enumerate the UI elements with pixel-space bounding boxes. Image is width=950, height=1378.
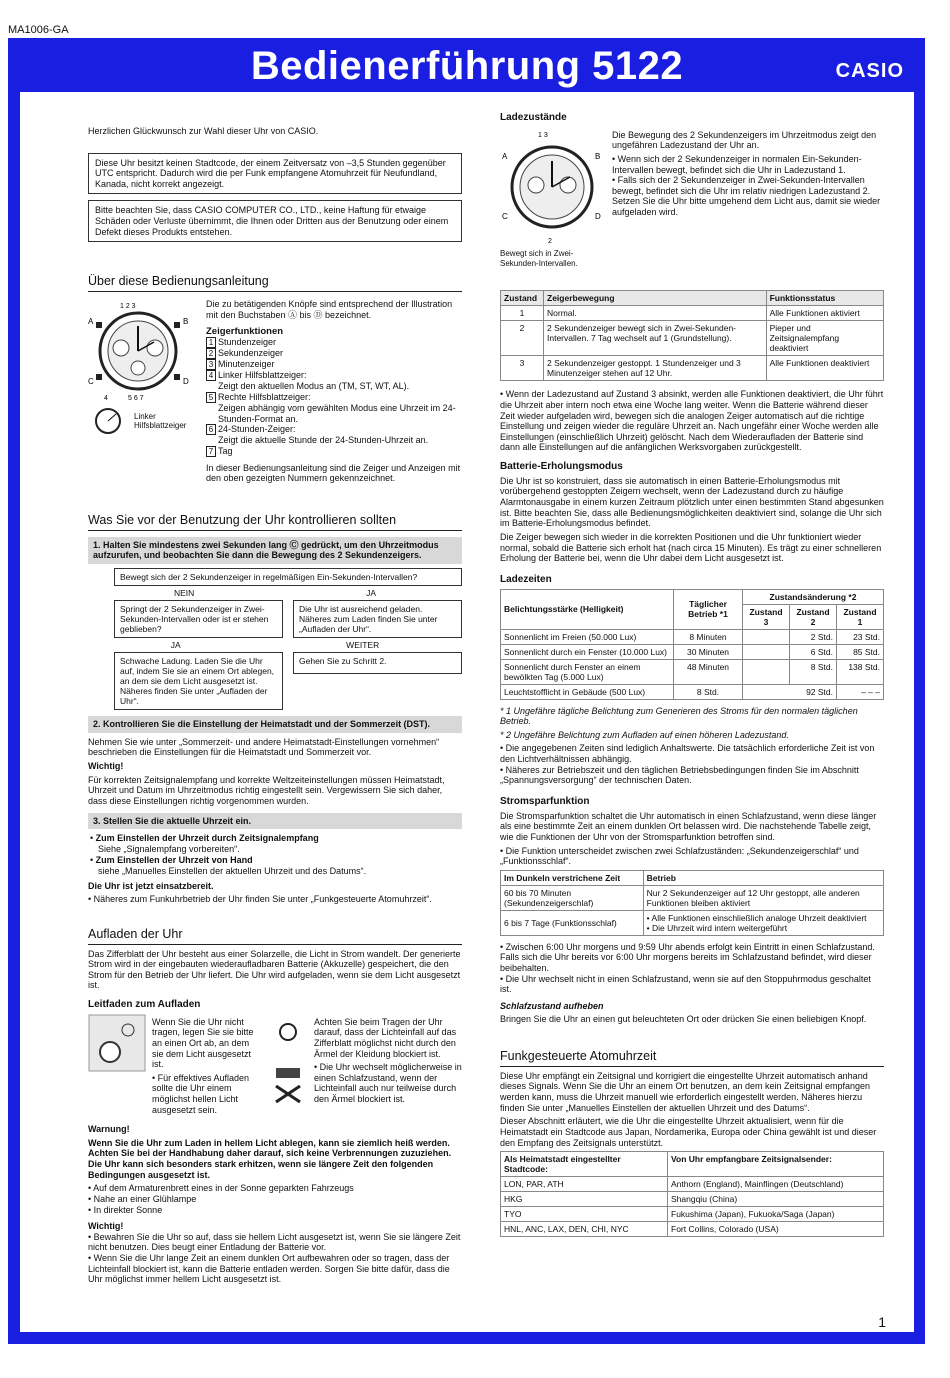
guide-2: Achten Sie beim Tragen der Uhr darauf, dass der Lichteinfall auf das Zifferblatt möglichst nicht durch den Ärmel der Kleidung blockiert ist. • Die Uhr wechselt möglicherweise in einen Schlafzustand, wenn der Lichteinfall auch nur teilweise durch den Ärmel blockiert ist. — [314, 1016, 462, 1105]
levels-caption: Bewegt sich in Zwei-Sekunden-Intervallen. — [500, 249, 578, 268]
svg-text:B: B — [595, 151, 601, 161]
table-header: Zustand Zeigerbewegung Funktionsstatus — [501, 291, 884, 306]
flow-question-2: Springt der 2 Sekundenzeiger in Zwei-Sekunden-Intervallen oder ist er stehen geblieben? — [114, 600, 283, 638]
warning-text: Wenn Sie die Uhr zum Laden in hellem Licht ablegen, kann sie ziemlich heiß werden. Achten Sie bei der Handhabung daher darauf, sich keine Verbrennungen zuzuziehen. Die Uhr kann sich besonders stark erhitzen, wenn sie längere Zeit den folgenden Bedingungen ausgesetzt ist. — [88, 1137, 452, 1180]
list-item: • Falls sich der 2 Sekundenzeiger in Zwei-Sekunden-Intervallen bewegt, befindet sich die Uhr im relativ niedrigen Ladezustand 2. Setzen Sie die Uhr bitte umgehend dem Licht aus, damit sie wieder aufgeladen wird. — [612, 175, 881, 218]
svg-text:A: A — [502, 151, 508, 161]
hands-text — [206, 296, 462, 487]
list-item: • Zum Einstellen der Uhrzeit durch Zeitsignalempfang Siehe „Signalempfang vorbereiten“. — [90, 833, 319, 854]
notice-box-timezone: Diese Uhr besitzt keinen Stadtcode, der einem Zeitversatz von –3,5 Stunden gegenüber UTC entspricht. Dadurch wird die per Funk empfangene Atomuhrzeit für Neufundland, Kanada, nicht korrekt angezeigt. — [88, 153, 462, 195]
flow-ja: JA — [366, 588, 377, 599]
table-row: TYO Fukushima (Japan), Fukuoka/Saga (Japan) — [501, 1207, 884, 1222]
radio-heading: Funkgesteuerte Atomuhrzeit — [500, 1049, 884, 1067]
table-row: Sonnenlicht im Freien (50.000 Lux) 8 Minuten 2 Std. 23 Std. — [501, 629, 884, 644]
table-row: 2 2 Sekundenzeiger bewegt sich in Zwei-Sekunden-Intervallen. 7 Tag wechselt auf 1 (Grundstellung). Pieper und Zeitsignalempfang deaktiviert — [501, 321, 884, 356]
list-item: • Die angegebenen Zeiten sind lediglich Anhaltswerte. Die tatsächlich erforderliche Zeit ist von den Lichtverhältnissen abhängig. — [500, 743, 875, 765]
warning-item: • In direkter Sonne — [88, 1204, 163, 1215]
casio-logo: CASIO — [835, 60, 904, 82]
flow-ja-2: JA — [170, 640, 181, 651]
svg-text:D: D — [595, 211, 601, 221]
svg-text:D: D — [183, 377, 189, 387]
table-row: Sonnenlicht durch Fenster an einem bewölkten Tag (5.000 Lux) 48 Minuten 8 Std. 138 Std. — [501, 659, 884, 684]
intro-text: Herzlichen Glückwunsch zur Wahl dieser Uhr von CASIO. — [88, 126, 319, 136]
table-header: Im Dunkeln verstrichene Zeit Betrieb — [501, 870, 884, 885]
svg-text:C: C — [88, 377, 94, 387]
list-item: • Zwischen 6:00 Uhr morgens und 9:59 Uhr abends erfolgt kein Eintritt in einen Schlafzustand. Falls sich die Uhr bereits vor 6:00 Uhr morgens bereits im Schlafzustand befindet, wird dieser beibehalten. — [500, 941, 875, 974]
table-row: HKG Shangqiu (China) — [501, 1192, 884, 1207]
guide-heading: Leitfaden zum Aufladen — [88, 998, 201, 1010]
levels-text: Die Bewegung des 2 Sekundenzeigers im Uhrzeitmodus zeigt den ungefähren Ladezustand der Uhr an. • Wenn sich der 2 Sekundenzeiger in normalen Ein-Sekunden-Intervallen bewegt, befindet sich die Uhr in Ladezustand 1. • Falls sich der 2 Sekundenzeiger in Zwei-Sekunden-Intervallen bewegt, befindet sich die Uhr im relativ niedrigen Ladezustand 2. Setzen Sie die Uhr bitte umgehend dem Licht aus, damit sie wieder aufgeladen wird. — [612, 127, 884, 268]
flow-ok: Die Uhr ist ausreichend geladen. Näheres zum Laden finden Sie unter „Aufladen der Uhr“. — [293, 600, 462, 638]
buttons-intro: Die zu betätigenden Knöpfe sind entsprechend der Illustration mit den Buchstaben Ⓐ bis Ⓓ bezeichnet. — [206, 299, 453, 320]
svg-text:C: C — [502, 211, 508, 221]
table-header: Belichtungsstärke (Helligkeit) Täglicher Betrieb *1 Zustandsänderung *2 — [501, 589, 884, 604]
warning-item: • Nahe an einer Glühlampe — [88, 1193, 197, 1204]
warning-heading: Warnung! — [88, 1124, 130, 1135]
flow-row-3 — [114, 652, 462, 710]
hand-item: 7 Tag — [206, 446, 462, 457]
step-2-text: Nehmen Sie wie unter „Sommerzeit- und andere Heimatstadt-Einstellungen vornehmen“ beschrieben die Einstellungen für die Heimatstadt und Sommerzeit vor. — [88, 736, 440, 758]
saver-heading: Stromsparfunktion — [500, 795, 590, 807]
hand-item: 1 Stundenzeiger — [206, 337, 462, 348]
page-title: Bedienerführung 5122 — [250, 44, 684, 88]
flow-row-2 — [114, 600, 462, 638]
times-heading: Ladezeiten — [500, 573, 552, 585]
recovery-text-2: Die Zeiger bewegen sich wieder in die korrekten Positionen und die Uhr funktioniert wieder normal, sobald die Batterie sich erholt hat (nach circa 15 Minuten). Es trägt zu einer schnelleren Erholung der Batterie bei, wenn die Uhr dabei dem Licht ausgesetzt ist. — [500, 531, 882, 564]
levels-illustration — [500, 127, 604, 268]
table-row: Leuchtstofflicht in Gebäude (500 Lux) 8 Std. 92 Std. – – – — [501, 684, 884, 699]
table-row: LON, PAR, ATH Anthorn (England), Mainflingen (Deutschland) — [501, 1177, 884, 1192]
saver-table — [500, 870, 884, 936]
svg-text:B: B — [183, 317, 189, 327]
recovery-heading: Batterie-Erholungsmodus — [500, 461, 623, 473]
table-row: 1 Normal. Alle Funktionen aktiviert — [501, 306, 884, 321]
hands-footer: In dieser Bedienungsanleitung sind die Zeiger und Anzeigen mit den oben gezeigten Nummern gekennzeichnet. — [206, 462, 461, 484]
wake-heading: Schlafzustand aufheben — [500, 1000, 604, 1011]
list-item: • Wenn sich der 2 Sekundenzeiger in normalen Ein-Sekunden-Intervallen bewegt, befindet sich die Uhr in Ladezustand 1. — [612, 154, 862, 175]
flow-nein: NEIN — [173, 588, 195, 599]
watch-levels-icon — [500, 127, 604, 247]
charge-text: Das Zifferblatt der Uhr besteht aus einer Solarzelle, die Licht in Strom wandelt. Der generierte Strom wird in der eingebauten wiederaufladbaren Batterie (Akkuzelle) gespeichert, die den Strom für den Betrieb der Uhr liefert. Die Uhr wird aufgeladen, wenn sie dem Licht ausgesetzt ist. — [88, 948, 461, 991]
doc-code: MA1006-GA — [8, 24, 69, 36]
left-column — [88, 104, 462, 1285]
guide-1: Wenn Sie die Uhr nicht tragen, legen Sie sie bitte an einen Ort ab, an dem sie dem Licht ausgesetzt ist. • Für effektives Aufladen sollte die Uhr einem möglichst hellen Licht ausgesetzt sein. — [152, 1016, 254, 1115]
step-1: 1. Halten Sie mindestens zwei Sekunden lang Ⓒ gedrückt, um den Uhrzeitmodus aufzurufen, und beobachten Sie dann die Bewegung des 2 Sekundenzeigers. — [88, 537, 462, 564]
svg-text:1 2 3: 1 2 3 — [120, 303, 136, 311]
svg-text:5 6 7: 5 6 7 — [128, 395, 144, 403]
flow-branch — [88, 588, 462, 598]
right-column — [500, 104, 884, 1237]
radio-text: Diese Uhr empfängt ein Zeitsignal und korrigiert die eingestellte Uhrzeit automatisch anhand dieses Signals. Wenn Sie die Uhr an einem Ort benutzen, an dem kein Zeitsignal empfangen werden kann, muss die Uhrzeit manuell wie erforderlich eingestellt werden. Näheres hierzu finden Sie unter „Manuelles Einstellen der aktuellen Uhrzeit und des Datums“. — [500, 1070, 871, 1113]
svg-text:A: A — [88, 317, 94, 327]
wake-text: Bringen Sie die Uhr an einen gut beleuchteten Ort oder drücken Sie einen beliebigen Knopf. — [500, 1014, 867, 1025]
flow-branch-2 — [88, 640, 462, 650]
levels-table — [500, 290, 884, 381]
flow-weak: Schwache Ladung. Laden Sie die Uhr auf, indem Sie sie an einem Ort ablegen, an dem sie dem Licht ausgesetzt ist. Näheres finden Sie unter „Aufladen der Uhr“. — [114, 652, 283, 710]
important-item: • Wenn Sie die Uhr lange Zeit an einem dunklen Ort aufbewahren oder so tragen, dass der Lichteinfall blockiert ist, kann die Batterie entladen werden. Sorgen Sie bitte dafür, dass die Uhr möglichst immer hellem Licht ausgesetzt ist. — [88, 1252, 450, 1285]
list-item: • Die Funktion unterscheidet zwischen zwei Schlafzuständen: „Sekundenzeigerschlaf“ und „Funktionsschlaf“. — [500, 845, 859, 867]
hands-heading: Zeigerfunktionen — [206, 326, 284, 338]
table-row: Sonnenlicht durch ein Fenster (10.000 Lux) 30 Minuten 6 Std. 85 Std. — [501, 644, 884, 659]
list-item: • Näheres zur Betriebszeit und den täglichen Betriebsbedingungen finden Sie im Abschnitt „Spannungsversorgung“ der technischen Daten. — [500, 764, 859, 786]
table-header: Zustand 3 Zustand 2 Zustand 1 — [501, 604, 884, 629]
hand-detail: Zeigen abhängig vom gewählten Modus eine Uhrzeit im 24-Stunden-Format an. — [218, 403, 456, 424]
list-item: • Die Uhr wechselt nicht in einen Schlafzustand, wenn sie auf den Stoppuhrmodus geschaltet ist. — [500, 973, 871, 995]
watch-label: Linker Hilfsblattzeiger — [134, 412, 187, 431]
important-heading-2: Wichtig! — [88, 1221, 124, 1232]
hand-detail: Zeigt die aktuelle Stunde der 24-Stunden-Uhrzeit an. — [218, 435, 429, 446]
table-row: 6 bis 7 Tage (Funktionsschlaf) • Alle Funktionen einschließlich analoge Uhrzeit deaktiviert • Die Uhrzeit wird intern weitergeführt — [501, 910, 884, 935]
guide-row — [88, 1014, 462, 1118]
ready-text: Die Uhr ist jetzt einsatzbereit. — [88, 880, 214, 891]
step-3-list — [88, 833, 462, 876]
hand-item: 5 Rechte Hilfsblattzeiger: — [206, 392, 462, 403]
step-2: 2. Kontrollieren Sie die Einstellung der Heimatstadt und der Sommerzeit (DST). — [88, 716, 462, 733]
step-3: 3. Stellen Sie die aktuelle Uhrzeit ein. — [88, 813, 462, 830]
svg-text:4: 4 — [104, 395, 108, 403]
page-number: 1 — [878, 1314, 886, 1330]
watch-illustration — [88, 296, 198, 487]
levels-heading: Ladezustände — [500, 112, 567, 123]
notice-box-liability: Bitte beachten Sie, dass CASIO COMPUTER CO., LTD., keine Haftung für etwaige Schäden oder Verluste übernimmt, die Ihnen oder Dritten aus der Benutzung oder einem Defekt dieses Produkts entstehen. — [88, 200, 462, 242]
important-text: Für korrekten Zeitsignalempfang und korrekte Weltzeiteinstellungen müssen Heimatstadt, Uhrzeit und Datum im Uhrzeitmodus richtig eingestellt sein. Vergewissern Sie sich daher, dass diese Einstellungen richtig vorgenommen wurden. — [88, 774, 445, 806]
recovery-text: Die Uhr ist so konstruiert, dass sie automatisch in einen Batterie-Erholungsmodus mit vorübergehend gestoppten Zeigern wechselt, wenn der Ladezustand durch zu häufige Alarmtonausgabe in einem kurzen Zeitraum plötzlich unter einen bestimmten Stand abgesunken ist. Bitte beachten Sie, dass alle Bedienungsmöglichkeiten deaktiviert sind, solange die Uhr sich im Batterie-Erholungsmodus befindet. — [500, 475, 884, 529]
important-item: • Bewahren Sie die Uhr so auf, dass sie hellem Licht ausgesetzt ist, wenn Sie sie längere Zeit nicht benutzen. Dies beugt einer Entladung der Batterie vor. — [88, 1231, 461, 1253]
hand-item: 4 Linker Hilfsblattzeiger: — [206, 370, 462, 381]
table-row: 3 2 Sekundenzeiger gestoppt. 1 Stundenzeiger und 3 Minutenzeiger stehen auf 12 Uhr. Alle Funktionen deaktiviert — [501, 356, 884, 381]
sleeve-icon — [268, 1014, 308, 1104]
hand-item: 2 Sekundenzeiger — [206, 348, 462, 359]
ready-bullet: • Näheres zum Funkuhrbetrieb der Uhr finden Sie unter „Funkgesteuerte Atomuhrzeit“. — [88, 894, 432, 905]
hand-item: 6 24-Stunden-Zeiger: — [206, 424, 462, 435]
flow-goto: Gehen Sie zu Schritt 2. — [293, 652, 462, 674]
charge-heading: Aufladen der Uhr — [88, 927, 462, 945]
radio-table — [500, 1151, 884, 1237]
saver-text: Die Stromsparfunktion schaltet die Uhr automatisch in einen Schlafzustand, wenn diese länger als eine bestimmte Zeit an einem dunklen Ort belassen wird. Die nachstehende Tabelle zeigt, wie die Funktionen der Uhr von der Stromsparfunktion betroffen sind. — [500, 810, 877, 842]
table-row: 60 bis 70 Minuten (Sekundenzeigerschlaf) Nur 2 Sekundenzeiger auf 12 Uhr gestoppt, alle anderen Funktionen bleiben aktiviert — [501, 885, 884, 910]
levels-note: • Wenn der Ladezustand auf Zustand 3 absinkt, werden alle Funktionen deaktiviert, die Uhr führt die Uhrzeit aber intern noch etwa eine Woche lang weiter. Wenn die Batterie während dieser Zeit wieder aufgeladen wird, bewegen sich die analogen Zeiger automatisch auf die richtige Einstellung und zeigen wieder die reguläre Uhrzeit an. Nach ungefähr einer Woche werden alle Einstellungen (einschließlich Uhrzeit) gelöscht. Nach dem Wiederaufladen der Batterie sind dann alle Einstellungen auf die anfänglichen Werksvorgaben zurückgestellt. — [500, 389, 884, 453]
flow-question-1: Bewegt sich der 2 Sekundenzeiger in regelmäßigen Ein-Sekunden-Intervallen? — [114, 568, 462, 586]
list-item: • Zum Einstellen der Uhrzeit von Hand siehe „Manuelles Einstellen der aktuellen Uhrzeit und des Datums“. — [90, 855, 367, 876]
table-row: HNL, ANC, LAX, DEN, CHI, NYC Fort Collins, Colorado (USA) — [501, 1222, 884, 1237]
radio-text-2: Dieser Abschnitt erläutert, wie die Uhr die eingestellte Uhrzeit aktualisiert, wenn für die Heimatstadt ein Stadtcode aus Japan, Nordamerika, Europa oder China gewählt ist und dieser den Empfang des Zeitsignals unterstützt. — [500, 1116, 877, 1148]
flow-weiter: WEITER — [346, 640, 380, 651]
warning-item: • Auf dem Armaturenbrett eines in der Sonne geparkten Fahrzeugs — [88, 1183, 354, 1194]
hand-item: 3 Minutenzeiger — [206, 359, 462, 370]
footnote-1: * 1 Ungefähre tägliche Belichtung zum Generieren des Stroms für den normalen täglichen Betrieb. — [500, 705, 858, 727]
about-section — [88, 296, 462, 487]
hand-detail: Zeigt den aktuellen Modus an (TM, ST, WT, AL). — [218, 381, 410, 392]
table-header: Als Heimatstadt eingestellter Stadtcode: Von Uhr empfangbare Zeitsignalsender: — [501, 1152, 884, 1177]
sun-watch-icon — [88, 1014, 146, 1072]
footnote-2: * 2 Ungefähre Belichtung zum Aufladen auf einen höheren Ladezustand. — [500, 729, 789, 740]
levels-row — [500, 127, 884, 268]
page-frame — [8, 38, 925, 1344]
about-heading: Über diese Bedienungsanleitung — [88, 274, 462, 292]
svg-text:1 3: 1 3 — [538, 131, 548, 139]
svg-text:2: 2 — [548, 237, 552, 245]
page-content — [20, 44, 914, 1332]
times-table — [500, 589, 884, 700]
important-heading: Wichtig! — [88, 761, 124, 772]
check-heading: Was Sie vor der Benutzung der Uhr kontrollieren sollten — [88, 513, 462, 531]
